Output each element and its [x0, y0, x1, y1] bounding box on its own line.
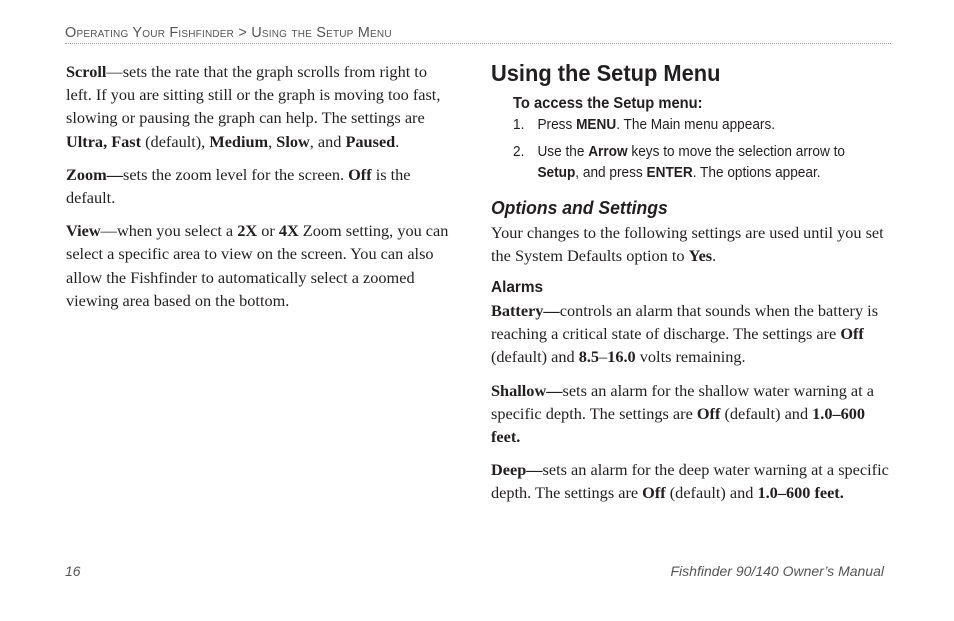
header-subsection: Using the Setup Menu	[251, 25, 392, 41]
step2-key-enter: ENTER	[646, 165, 693, 181]
step-item	[513, 115, 873, 137]
deep-text-1: sets an alarm for the deep water warning at a specific depth. The settings are	[491, 460, 889, 503]
view-text-2: or	[257, 221, 279, 241]
scroll-text-3: ,	[268, 131, 277, 151]
step-item	[513, 142, 873, 185]
zoom-option-off: Off	[348, 164, 372, 184]
section-title: Using the Setup Menu	[491, 60, 721, 86]
zoom-text-2: is the default.	[66, 164, 411, 208]
shallow-paragraph	[491, 379, 896, 449]
battery-term: Battery—	[491, 300, 560, 320]
scroll-text-2: (default),	[141, 131, 210, 151]
shallow-text-1: sets an alarm for the shallow water warning at a specific depth. The settings are	[491, 380, 874, 423]
view-text-1: —when you select a	[100, 221, 238, 241]
page-number: 16	[65, 563, 81, 579]
zoom-term: Zoom—	[66, 164, 123, 184]
battery-option-off: Off	[840, 324, 864, 344]
scroll-option-medium: Medium	[209, 131, 269, 151]
right-column	[491, 58, 896, 515]
shallow-term: Shallow—	[491, 380, 563, 400]
step-text	[537, 115, 873, 137]
deep-range: 1.0–600 feet.	[757, 483, 844, 503]
alarms-title: Alarms	[491, 278, 544, 296]
shallow-option-off: Off	[696, 403, 721, 423]
step1-text-2: . The Main menu appears.	[616, 117, 776, 133]
scroll-text-5: .	[395, 131, 400, 151]
step2-text-3: , and press	[575, 165, 647, 181]
procedure-steps	[513, 115, 896, 185]
step1-key-menu: MENU	[576, 117, 617, 133]
step2-text-2: keys to move the selection arrow to	[627, 143, 846, 160]
battery-dash: –	[599, 347, 608, 367]
scroll-text-4: , and	[309, 131, 346, 151]
deep-paragraph	[491, 458, 896, 504]
deep-option-off: Off	[642, 483, 666, 503]
view-paragraph	[66, 219, 456, 312]
deep-text-2: (default) and	[665, 483, 758, 503]
deep-term: Deep—	[491, 460, 543, 480]
step2-key-arrow: Arrow	[588, 143, 628, 160]
scroll-term: Scroll	[66, 62, 107, 81]
step2-text-1: Use the	[537, 143, 589, 160]
step1-text-1: Press	[537, 117, 577, 133]
step2-option-setup: Setup	[537, 165, 576, 181]
running-header	[65, 24, 891, 44]
shallow-range: 1.0–600 feet.	[491, 403, 866, 446]
battery-paragraph	[491, 299, 896, 369]
zoom-paragraph	[66, 163, 456, 209]
options-intro-paragraph	[491, 221, 896, 267]
view-text-3: Zoom setting, you can select a specific area to view on the screen. You can also allow the Fishfinder to automatically select a zoomed viewing area based on the bottom.	[66, 221, 449, 310]
scroll-option-ultra-fast: Ultra, Fast	[66, 131, 142, 151]
scroll-paragraph	[66, 60, 456, 153]
battery-value-max: 16.0	[607, 347, 636, 367]
options-intro-yes: Yes	[688, 245, 713, 265]
step-text	[537, 142, 873, 185]
header-section: Operating Your Fishfinder	[65, 25, 235, 41]
options-title: Options and Settings	[491, 196, 668, 218]
battery-value-min: 8.5	[578, 347, 600, 367]
scroll-option-slow: Slow	[276, 131, 310, 151]
view-option-4x: 4X	[278, 221, 299, 241]
step-number: 2.	[513, 143, 525, 160]
manual-title: Fishfinder 90/140 Owner’s Manual	[670, 563, 884, 579]
battery-text-2: (default) and	[491, 347, 579, 367]
battery-text-1: controls an alarm that sounds when the battery is reaching a critical state of discharge. The settings are	[491, 300, 879, 344]
header-separator: >	[238, 25, 247, 41]
options-intro-text-2: .	[712, 245, 717, 265]
shallow-text-2: (default) and	[720, 403, 813, 423]
view-term: View	[66, 221, 101, 241]
step-number: 1.	[513, 117, 525, 133]
options-intro-text-1: Your changes to the following settings are used until you set the System Defaults option to	[491, 222, 884, 265]
battery-text-3: volts remaining.	[635, 347, 746, 367]
procedure-title: To access the Setup menu:	[513, 95, 703, 112]
scroll-text-1: —sets the rate that the graph scrolls from right to left. If you are sitting still or the graph is moving too fast, slowing or pausing the graph can help. The settings are	[66, 62, 441, 128]
step2-text-4: . The options appear.	[692, 165, 821, 181]
view-option-2x: 2X	[237, 221, 258, 241]
scroll-option-paused: Paused	[345, 131, 396, 151]
left-column	[66, 60, 456, 322]
zoom-text-1: sets the zoom level for the screen.	[122, 164, 349, 184]
